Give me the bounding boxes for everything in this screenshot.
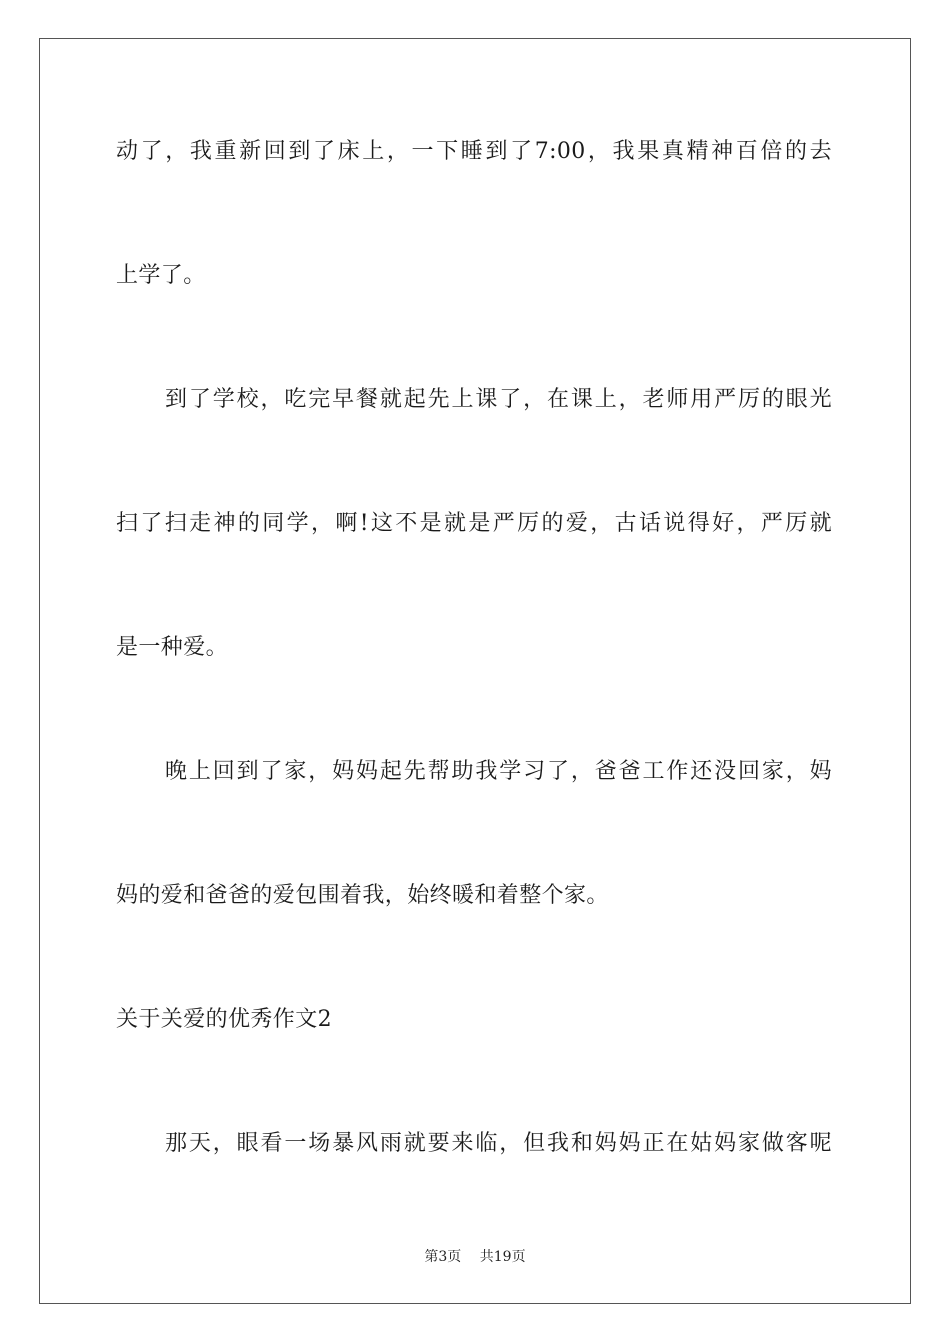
paragraph-line: 妈的爱和爸爸的爱包围着我，始终暖和着整个家。 (116, 883, 609, 908)
paragraph-line: 晚上回到了家，妈妈起先帮助我学习了，爸爸工作还没回家，妈 (165, 759, 832, 784)
page-border (39, 38, 911, 1304)
page-number: 第3页 (424, 1249, 462, 1265)
paragraph-line: 上学了。 (116, 263, 206, 288)
page-total: 共19页 (479, 1249, 526, 1265)
paragraph-line: 到了学校，吃完早餐就起先上课了，在课上，老师用严厉的眼光 (165, 387, 832, 412)
paragraph-line: 是一种爱。 (116, 635, 229, 660)
paragraph-line: 那天，眼看一场暴风雨就要来临，但我和妈妈正在姑妈家做客呢 (165, 1131, 832, 1156)
section-heading: 关于关爱的优秀作文2 (116, 1007, 332, 1032)
paragraph-line: 扫了扫走神的同学，啊!这不是就是严厉的爱，古话说得好，严厉就 (116, 511, 832, 536)
page-footer (0, 1246, 950, 1266)
paragraph-line: 动了，我重新回到了床上，一下睡到了7:00，我果真精神百倍的去 (116, 139, 832, 164)
